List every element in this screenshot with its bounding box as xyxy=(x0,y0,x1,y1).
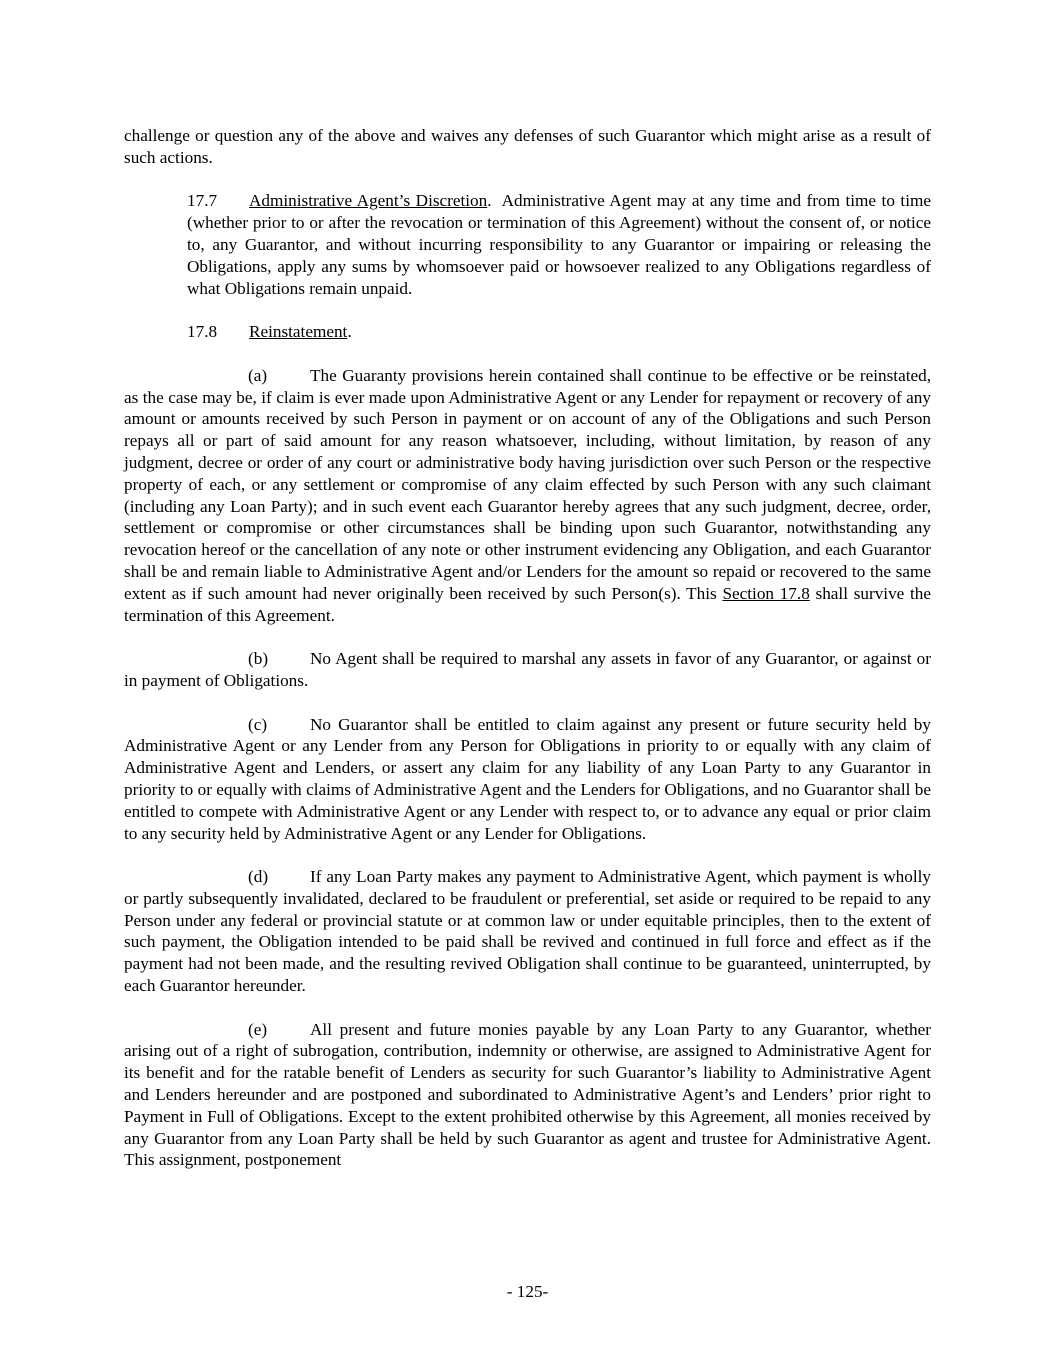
clause-text: If any Loan Party makes any payment to Administrative Agent, which payment is wholly or partly subsequently invalidated, declared to be fraudulent or preferential, set aside or required to be repaid to any Person under any federal or provincial statute or at common law or under equitable principles, then to the extent of such payment, the Obligation intended to be paid shall be revived and continued in full force and effect as if the payment had not been made, and the resulting revived Obligation shall continue to be guaranteed, uninterrupted, by each Guarantor hereunder. xyxy=(124,867,931,996)
section-title: Reinstatement xyxy=(249,322,348,342)
clause-a xyxy=(124,365,931,627)
clause-text: All present and future monies payable by any Loan Party to any Guarantor, whether arising out of a right of subrogation, contribution, indemnity or otherwise, are assigned to Administrative Agent for its benefit and for the ratable benefit of Lenders as security for such Guarantor’s liability to Administrative Agent and Lenders hereunder and are postponed and subordinated to Administrative Agent’s and Lenders’ prior right to Payment in Full of Obligations. Except to the extent prohibited otherwise by this Agreement, all monies received by any Guarantor from any Loan Party shall be held by such Guarantor as agent and trustee for Administrative Agent. This assignment, postponement xyxy=(124,1019,931,1170)
clause-label: (d) xyxy=(248,867,269,887)
clause-e xyxy=(124,1019,931,1172)
clause-label: (a) xyxy=(248,365,268,385)
clause-b xyxy=(124,648,931,692)
clause-text: No Agent shall be required to marshal any assets in favor of any Guarantor, or against or in payment of Obligations. xyxy=(124,649,931,690)
section-17-8: 17.8 Reinstatement. xyxy=(187,322,352,342)
page-number: - 125- xyxy=(506,1282,549,1301)
continuation-paragraph: challenge or question any of the above and waives any defenses of such Guarantor which might arise as a result of such actions. xyxy=(124,126,931,167)
section-number: 17.7 xyxy=(187,191,218,211)
clause-text: The Guaranty provisions herein contained shall continue to be effective or be reinstated, as the case may be, if claim is ever made upon Administrative Agent or any Lender for repayment or recovery of any amount or amounts received by such Person in payment or on account of any of the Obligations and such Person repays all or part of said amount for any reason whatsoever, including, without limitation, by reason of any judgment, decree or order of any court or administrative body having jurisdiction over such Person or the respective property of each, or any settlement or compromise of any claim effected by such Person with any such claimant (including any Loan Party); and in such event each Guarantor hereby agrees that any such judgment, decree, order, settlement or compromise or other circumstances shall be binding upon such Guarantor, notwithstanding any revocation hereof or the cancellation of any note or other instrument evidencing any Obligation, and each Guarantor shall be and remain liable to Administrative Agent and/or Lenders for the amount so repaid or recovered to the same extent as if such amount had never originally been received by such Person(s). This xyxy=(124,365,931,603)
clause-text: No Guarantor shall be entitled to claim against any present or future security held by Administrative Agent or any Lender from any Person for Obligations in priority to or equally with any claim of Administrative Agent and Lenders, or assert any claim for any liability of any Loan Party to any Guarantor in priority to or equally with claims of Administrative Agent and the Lenders for Obligations, and no Guarantor shall be entitled to compete with Administrative Agent or any Lender with respect to, or to advance any equal or prior claim to any security held by Administrative Agent or any Lender for Obligations. xyxy=(124,714,931,843)
cross-reference: Section 17.8 xyxy=(722,583,810,603)
clause-label: (c) xyxy=(248,714,268,734)
clause-label: (b) xyxy=(248,649,269,669)
section-text: Administrative Agent may at any time and from time to time (whether prior to or after the revocation or termination of this Agreement) without the consent of, or notice to, any Guarantor, and without incurring responsibility to any Guarantor or impairing or releasing the Obligations, apply any sums by whomsoever paid or howsoever realized to any Obligations regardless of what Obligations remain unpaid. xyxy=(187,191,931,298)
document-page xyxy=(124,125,931,1171)
section-title: Administrative Agent’s Discretion xyxy=(249,191,488,211)
clause-d xyxy=(124,866,931,997)
section-number: 17.8 xyxy=(187,322,218,342)
clause-label: (e) xyxy=(248,1019,268,1039)
section-17-7: 17.7 Administrative Agent’s Discretion. Administrative Agent may at any time and from time to time (whether prior to or after the revocation or termination of this Agreement) without the consent of, or notice to, any Guarantor, and without incurring responsibility to any Guarantor or impairing or releasing the Obligations, apply any sums by whomsoever paid or howsoever realized to any Obligations regardless of what Obligations remain unpaid. xyxy=(187,191,931,298)
clause-c xyxy=(124,714,931,845)
clause-text-tail: shall survive the termination of this Agreement. xyxy=(124,583,931,625)
